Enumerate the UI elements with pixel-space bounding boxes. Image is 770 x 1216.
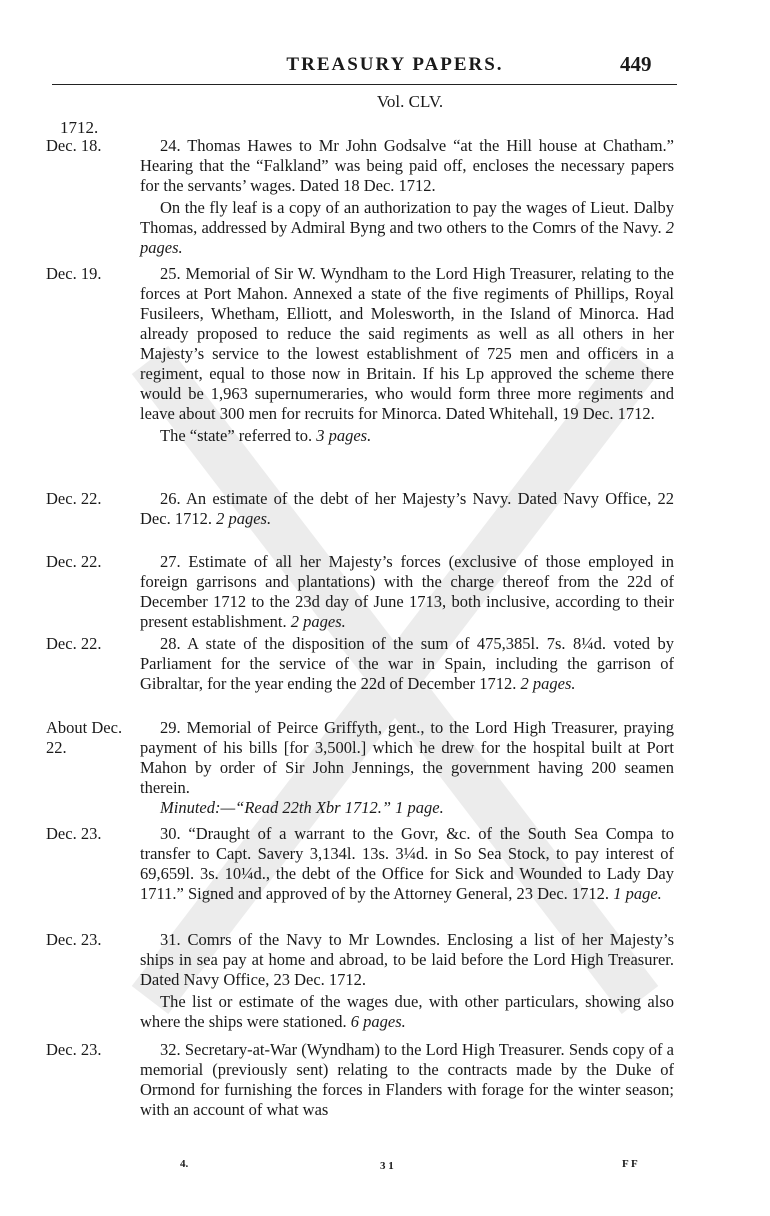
signature-mark-left: 4.	[180, 1158, 189, 1170]
entry-text	[140, 489, 674, 529]
entry-body: 26. An estimate of the debt of her Majesty’s Navy. Dated Navy Office, 22 Dec. 1712. 2 pages.	[140, 489, 674, 528]
entry-text	[140, 718, 674, 818]
entry-text	[140, 824, 674, 904]
entry-body: 24. Thomas Hawes to Mr John Godsalve “at the Hill house at Chatham.” Hearing that the “Falkland” was being paid off, encloses the necessary papers for the servants’ wages. Dated 18 Dec. 1712.	[140, 136, 674, 195]
entry-note: On the fly leaf is a copy of an authorization to pay the wages of Lieut. Dalby Thomas, addressed by Admiral Byng and two others to the Comrs of the Navy. 2 pages.	[140, 198, 675, 257]
entry-note: The “state” referred to. 3 pages.	[160, 426, 372, 445]
entry-date: Dec. 23.	[46, 930, 102, 949]
entry-text	[140, 930, 674, 1032]
page-header	[0, 52, 770, 82]
entry-note: Minuted:—“Read 22th Xbr 1712.” 1 page.	[160, 798, 444, 817]
entry-body: 28. A state of the disposition of the sum of 475,385l. 7s. 8¼d. voted by Parliament for the service of the war in Spain, including the garrison of Gibraltar, for the year ending the 22d of December 1712. 2 pages.	[140, 634, 674, 693]
entry-body: 29. Memorial of Peirce Griffyth, gent., to the Lord High Treasurer, praying payment of his bills [for 3,500l.] which he drew for the hospital built at Port Mahon by order of Sir John Jennings, the government having 200 seamen therein.	[140, 718, 674, 797]
header-rule	[52, 84, 677, 85]
entry-date: Dec. 23.	[46, 824, 102, 843]
volume-heading: Vol. CLV.	[376, 92, 444, 111]
running-title: TREASURY PAPERS.	[286, 54, 504, 75]
page-count: 3 pages.	[316, 426, 372, 445]
entry-body: 25. Memorial of Sir W. Wyndham to the Lord High Treasurer, relating to the forces at Port Mahon. Annexed a state of the five regiments of Phillips, Royal Fusileers, Whetham, Elliott, and Molesworth, in the Island of Minorca. Had already proposed to reduce the said regiments as well as all others in her Majesty’s service to the lowest establishment of 725 men and officers in a regiment, equal to those now in Britain. If his Lp approved the scheme there would be 1,963 supernumeraries, who would form three more regiments and leave about 300 men for recruits for Minorca. Dated Whitehall, 19 Dec. 1712.	[140, 264, 674, 423]
entry-text	[140, 136, 674, 258]
page-number: 449	[620, 52, 652, 76]
year-label: 1712.	[60, 118, 99, 137]
entry-date: Dec. 22.	[46, 489, 102, 508]
page-count: 1 page.	[395, 798, 444, 817]
page-count: 2 pages.	[290, 612, 346, 631]
entry-text	[140, 1040, 674, 1120]
entry-date: Dec. 19.	[46, 264, 102, 283]
entry-text	[140, 552, 674, 632]
signature-mark-right: F F	[622, 1158, 638, 1170]
entry-body: 32. Secretary-at-War (Wyndham) to the Lord High Treasurer. Sends copy of a memorial (previously sent) relating to the contracts made by the Duke of Ormond for furnishing the forces in Flanders with forage for the winter season; with an account of what was	[140, 1040, 674, 1119]
page-count: 2 pages.	[520, 674, 576, 693]
entry-body: 30. “Draught of a warrant to the Govr, &c. of the South Sea Compa to transfer to Capt. Savery 3,134l. 13s. 3¼d. in So Sea Stock, to pay interest of 69,659l. 3s. 10¼d., the debt of the Office for Sick and Wounded to Lady Day 1711.” Signed and approved of by the Attorney General, 23 Dec. 1712. 1 page.	[140, 824, 674, 903]
entry-date: About Dec. 22.	[46, 718, 123, 757]
entry-date: Dec. 23.	[46, 1040, 102, 1059]
entry-date: Dec. 18.	[46, 136, 102, 155]
page-footer	[0, 1158, 770, 1178]
page-count: 1 page.	[613, 884, 662, 903]
entry-body: 27. Estimate of all her Majesty’s forces (exclusive of those employed in foreign garrisons and plantations) with the charge thereof from the 22d of December 1712 to the 23d day of June 1713, both inclusive, according to their present establishment. 2 pages.	[140, 552, 674, 631]
entry-note: The list or estimate of the wages due, with other particulars, showing also where the ships were stationed. 6 pages.	[140, 992, 674, 1031]
entry-text	[140, 264, 674, 446]
entry-date: Dec. 22.	[46, 634, 102, 653]
signature-mark-mid: 3 1	[380, 1160, 394, 1172]
entry-body: 31. Comrs of the Navy to Mr Lowndes. Enclosing a list of her Majesty’s ships in sea pay at home and abroad, to be laid before the Lord High Treasurer. Dated Navy Office, 23 Dec. 1712.	[140, 930, 674, 989]
page-count: 2 pages.	[216, 509, 272, 528]
page-count: 2 pages.	[140, 218, 675, 257]
entry-text	[140, 634, 674, 694]
page-count: 6 pages.	[350, 1012, 406, 1031]
entry-date: Dec. 22.	[46, 552, 102, 571]
